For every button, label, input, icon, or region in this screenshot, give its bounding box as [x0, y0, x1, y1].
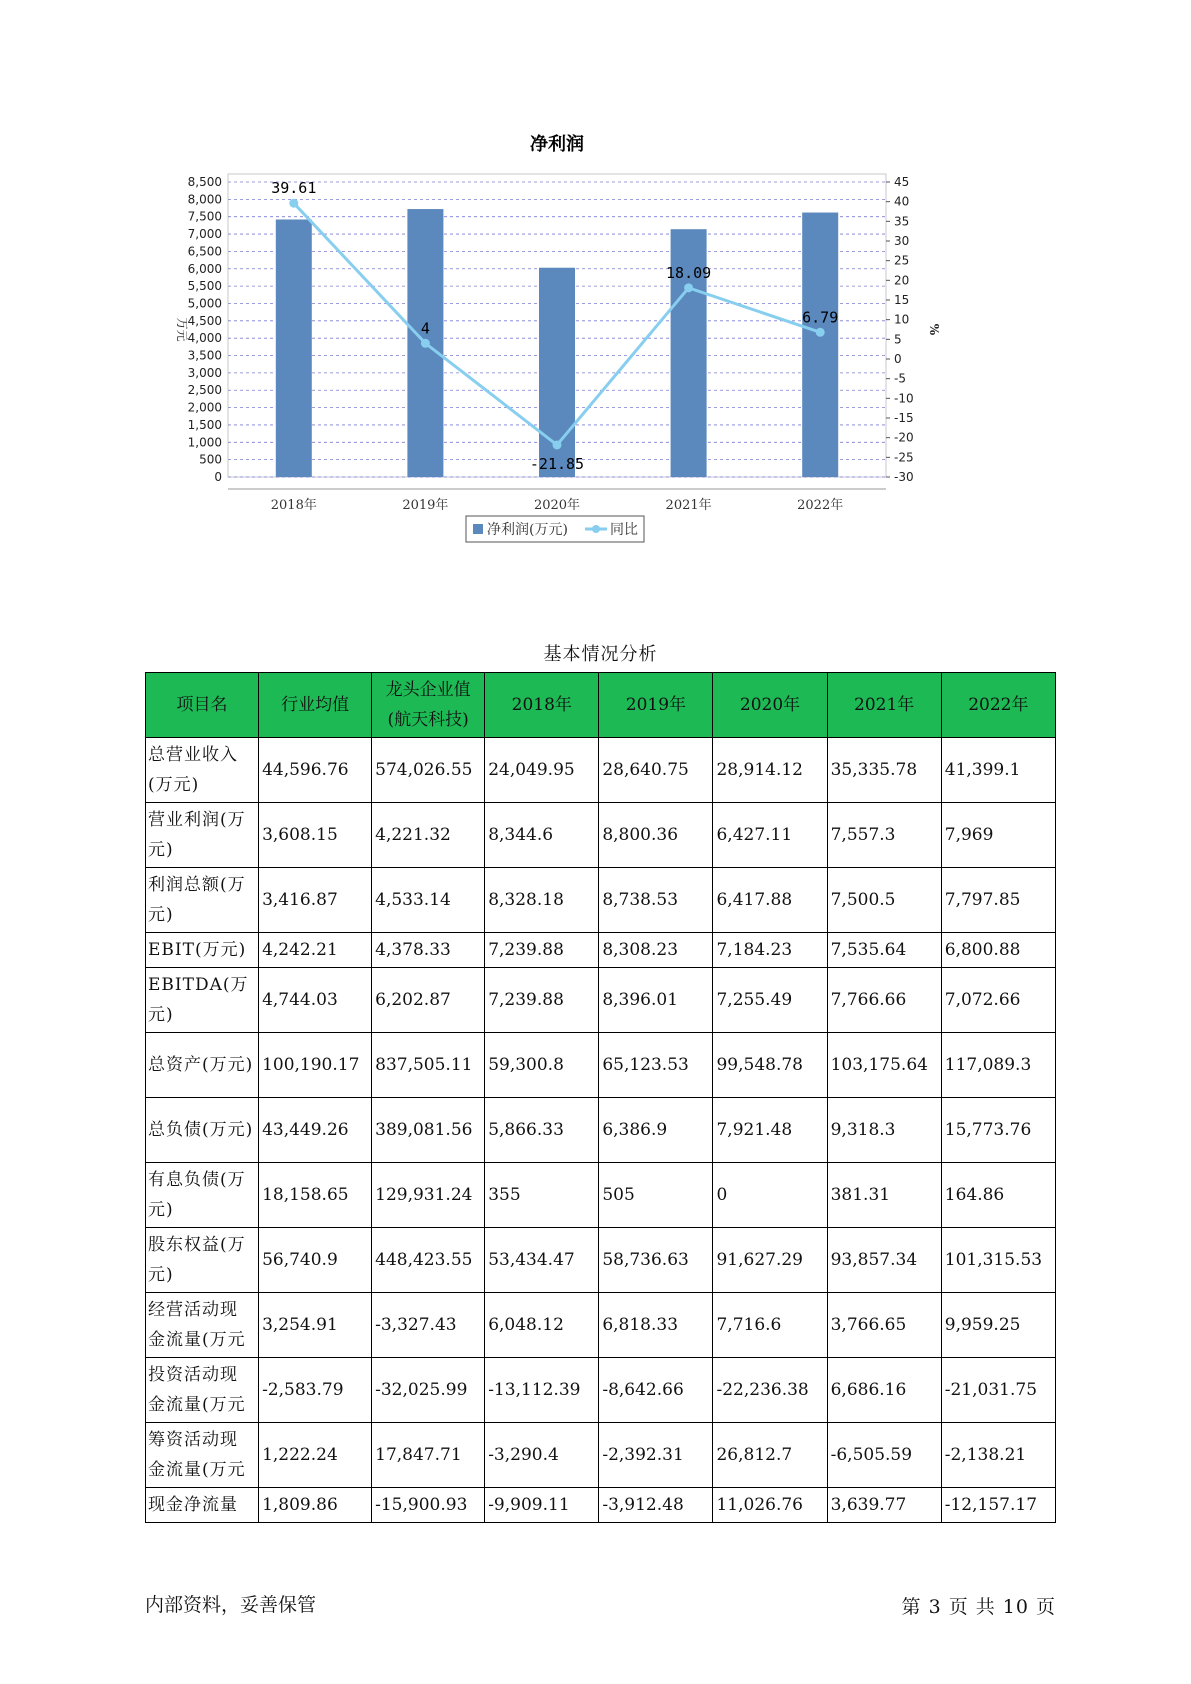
data-label: 6.79 — [802, 308, 839, 327]
yoy-point — [553, 440, 562, 449]
table-row — [146, 1488, 1056, 1523]
y-tick-label: 5,000 — [187, 296, 222, 311]
y2-tick-label: -25 — [894, 450, 914, 465]
value-cell: 28,914.12 — [713, 738, 827, 803]
value-cell: 41,399.1 — [941, 738, 1055, 803]
column-header: 项目名 — [146, 673, 259, 738]
value-cell: 6,048.12 — [485, 1293, 599, 1358]
value-cell: 505 — [599, 1163, 713, 1228]
y-tick-label: 1,500 — [187, 417, 222, 432]
bar — [802, 213, 838, 477]
value-cell: -3,912.48 — [599, 1488, 713, 1523]
value-cell: 28,640.75 — [599, 738, 713, 803]
value-cell: 5,866.33 — [485, 1098, 599, 1163]
value-cell: 355 — [485, 1163, 599, 1228]
y-tick-label: 0 — [214, 470, 222, 484]
value-cell: 6,427.11 — [713, 803, 827, 868]
table-row — [146, 1358, 1056, 1423]
table-body — [146, 738, 1056, 1523]
value-cell: 9,318.3 — [827, 1098, 941, 1163]
value-cell: -12,157.17 — [941, 1488, 1055, 1523]
row-name-cell: 筹资活动现金流量(万元 — [146, 1423, 259, 1488]
y-tick-label: 7,500 — [187, 209, 222, 224]
y-tick-label: 2,500 — [187, 383, 222, 398]
row-name-cell: 总营业收入(万元) — [146, 738, 259, 803]
value-cell: 56,740.9 — [259, 1228, 372, 1293]
value-cell: 103,175.64 — [827, 1033, 941, 1098]
y2-tick-label: 5 — [894, 332, 902, 347]
value-cell: 0 — [713, 1163, 827, 1228]
value-cell: 17,847.71 — [372, 1423, 485, 1488]
value-cell: -21,031.75 — [941, 1358, 1055, 1423]
value-cell: -32,025.99 — [372, 1358, 485, 1423]
row-name-cell: EBITDA(万元) — [146, 968, 259, 1033]
value-cell: 53,434.47 — [485, 1228, 599, 1293]
table-row — [146, 968, 1056, 1033]
value-cell: -22,236.38 — [713, 1358, 827, 1423]
value-cell: 44,596.76 — [259, 738, 372, 803]
value-cell: -2,138.21 — [941, 1423, 1055, 1488]
basic-analysis-table — [145, 672, 1056, 1523]
y2-tick-label: -5 — [894, 371, 906, 386]
value-cell: 7,255.49 — [713, 968, 827, 1033]
y2-tick-label: 30 — [894, 234, 910, 248]
column-header: 2021年 — [827, 673, 941, 738]
y-tick-label: 6,500 — [187, 244, 222, 259]
table-row — [146, 1163, 1056, 1228]
value-cell: -13,112.39 — [485, 1358, 599, 1423]
value-cell: 7,969 — [941, 803, 1055, 868]
row-name-cell: 经营活动现金流量(万元 — [146, 1293, 259, 1358]
basic-analysis-section — [145, 640, 1056, 1523]
value-cell: 837,505.11 — [372, 1033, 485, 1098]
column-header: 2018年 — [485, 673, 599, 738]
value-cell: 381.31 — [827, 1163, 941, 1228]
value-cell: 26,812.7 — [713, 1423, 827, 1488]
y2-tick-label: -20 — [894, 430, 914, 445]
y2-tick-label: -30 — [894, 470, 914, 484]
value-cell: 43,449.26 — [259, 1098, 372, 1163]
value-cell: 3,608.15 — [259, 803, 372, 868]
table-row — [146, 1098, 1056, 1163]
column-header: 2022年 — [941, 673, 1055, 738]
value-cell: 6,202.87 — [372, 968, 485, 1033]
row-name-cell: 总负债(万元) — [146, 1098, 259, 1163]
value-cell: 7,072.66 — [941, 968, 1055, 1033]
data-label: -21.85 — [529, 454, 585, 473]
table-row — [146, 803, 1056, 868]
value-cell: 7,184.23 — [713, 933, 827, 968]
value-cell: 3,639.77 — [827, 1488, 941, 1523]
value-cell: 8,738.53 — [599, 868, 713, 933]
data-label: 39.61 — [271, 179, 317, 198]
chart-svg — [160, 130, 980, 600]
value-cell: -9,909.11 — [485, 1488, 599, 1523]
value-cell: 129,931.24 — [372, 1163, 485, 1228]
table-caption: 基本情况分析 — [543, 644, 658, 665]
y-tick-label: 7,000 — [187, 227, 222, 242]
y-tick-label: 4,500 — [187, 313, 222, 328]
value-cell: 7,535.64 — [827, 933, 941, 968]
value-cell: 8,800.36 — [599, 803, 713, 868]
value-cell: 448,423.55 — [372, 1228, 485, 1293]
x-tick-label: 2019年 — [402, 498, 449, 513]
row-name-cell: 股东权益(万元) — [146, 1228, 259, 1293]
row-name-cell: 总资产(万元) — [146, 1033, 259, 1098]
column-header: 2019年 — [599, 673, 713, 738]
value-cell: -2,583.79 — [259, 1358, 372, 1423]
y-tick-label: 2,000 — [187, 400, 222, 415]
bar — [276, 219, 312, 477]
row-name-cell: 营业利润(万元) — [146, 803, 259, 868]
value-cell: 8,328.18 — [485, 868, 599, 933]
value-cell: 6,417.88 — [713, 868, 827, 933]
y2-tick-label: 40 — [894, 194, 910, 209]
value-cell: 4,221.32 — [372, 803, 485, 868]
y-tick-label: 1,000 — [187, 435, 222, 450]
value-cell: 7,716.6 — [713, 1293, 827, 1358]
chart-title: 净利润 — [530, 134, 584, 155]
table-row — [146, 1228, 1056, 1293]
data-label: 4 — [420, 319, 430, 338]
x-tick-label: 2022年 — [797, 498, 844, 513]
value-cell: 1,222.24 — [259, 1423, 372, 1488]
footer-page-number: 第 3 页 共 10 页 — [901, 1596, 1056, 1618]
value-cell: 7,239.88 — [485, 968, 599, 1033]
row-name-cell: 投资活动现金流量(万元 — [146, 1358, 259, 1423]
yoy-point — [289, 199, 298, 208]
table-header — [146, 673, 1056, 738]
value-cell: 7,766.66 — [827, 968, 941, 1033]
yoy-point — [421, 339, 430, 348]
value-cell: 117,089.3 — [941, 1033, 1055, 1098]
y2-tick-label: -10 — [894, 391, 914, 406]
table-row — [146, 1293, 1056, 1358]
value-cell: 100,190.17 — [259, 1033, 372, 1098]
value-cell: 18,158.65 — [259, 1163, 372, 1228]
value-cell: 7,239.88 — [485, 933, 599, 968]
value-cell: 8,344.6 — [485, 803, 599, 868]
value-cell: 93,857.34 — [827, 1228, 941, 1293]
x-tick-label: 2018年 — [270, 498, 317, 513]
row-name-cell: EBIT(万元) — [146, 933, 259, 968]
y2-tick-label: -15 — [894, 411, 914, 425]
value-cell: 6,818.33 — [599, 1293, 713, 1358]
y-tick-label: 6,000 — [187, 261, 222, 276]
y-tick-label: 8,500 — [187, 175, 222, 189]
x-tick-label: 2021年 — [665, 498, 712, 513]
value-cell: 7,500.5 — [827, 868, 941, 933]
data-label: 18.09 — [666, 263, 712, 282]
y-tick-label: 8,000 — [187, 192, 222, 207]
value-cell: 6,800.88 — [941, 933, 1055, 968]
value-cell: 9,959.25 — [941, 1293, 1055, 1358]
value-cell: 35,335.78 — [827, 738, 941, 803]
y-tick-label: 3,500 — [187, 348, 222, 363]
column-header: 行业均值 — [259, 673, 372, 738]
value-cell: -6,505.59 — [827, 1423, 941, 1488]
value-cell: 1,809.86 — [259, 1488, 372, 1523]
value-cell: 7,921.48 — [713, 1098, 827, 1163]
table-row — [146, 868, 1056, 933]
table-row — [146, 1423, 1056, 1488]
table-row — [146, 1033, 1056, 1098]
header-row — [146, 673, 1056, 738]
yoy-point — [816, 328, 825, 337]
y-tick-label: 3,000 — [187, 365, 222, 380]
y2-tick-label: 10 — [894, 312, 910, 327]
value-cell: 7,797.85 — [941, 868, 1055, 933]
x-tick-label: 2020年 — [533, 498, 581, 513]
value-cell: -3,327.43 — [372, 1293, 485, 1358]
column-header: 2020年 — [713, 673, 827, 738]
value-cell: 3,254.91 — [259, 1293, 372, 1358]
value-cell: 8,308.23 — [599, 933, 713, 968]
y-tick-label: 500 — [199, 452, 222, 467]
value-cell: 4,533.14 — [372, 868, 485, 933]
footer-confidential-note: 内部资料，妥善保管 — [145, 1594, 317, 1616]
legend-label-yoy: 同比 — [610, 522, 638, 538]
y2-tick-label: 0 — [894, 352, 902, 366]
value-cell: 3,416.87 — [259, 868, 372, 933]
column-header: 龙头企业值(航天科技) — [372, 673, 485, 738]
value-cell: 4,744.03 — [259, 968, 372, 1033]
value-cell: 574,026.55 — [372, 738, 485, 803]
row-name-cell: 现金净流量 — [146, 1488, 259, 1523]
y-tick-label: 5,500 — [187, 279, 222, 294]
value-cell: 101,315.53 — [941, 1228, 1055, 1293]
legend-bar-swatch — [473, 524, 483, 534]
y2-tick-label: 35 — [894, 214, 910, 229]
value-cell: 389,081.56 — [372, 1098, 485, 1163]
value-cell: 6,686.16 — [827, 1358, 941, 1423]
y-axis-title: 万元 — [175, 317, 189, 342]
y2-tick-label: 45 — [894, 175, 910, 189]
row-name-cell: 利润总额(万元) — [146, 868, 259, 933]
legend-label-net-profit: 净利润(万元) — [487, 522, 568, 538]
value-cell: 3,766.65 — [827, 1293, 941, 1358]
value-cell: 59,300.8 — [485, 1033, 599, 1098]
value-cell: -15,900.93 — [372, 1488, 485, 1523]
value-cell: 4,378.33 — [372, 933, 485, 968]
y2-axis-title: % — [927, 323, 941, 336]
y-tick-label: 4,000 — [187, 331, 222, 346]
value-cell: 11,026.76 — [713, 1488, 827, 1523]
table-row — [146, 933, 1056, 968]
legend-line-marker — [592, 525, 600, 533]
y2-tick-label: 20 — [894, 273, 910, 288]
table-row — [146, 738, 1056, 803]
value-cell: 7,557.3 — [827, 803, 941, 868]
value-cell: 4,242.21 — [259, 933, 372, 968]
value-cell: -3,290.4 — [485, 1423, 599, 1488]
value-cell: 15,773.76 — [941, 1098, 1055, 1163]
value-cell: 6,386.9 — [599, 1098, 713, 1163]
value-cell: 91,627.29 — [713, 1228, 827, 1293]
net-profit-chart — [160, 130, 980, 600]
y2-tick-label: 25 — [894, 253, 910, 268]
value-cell: -8,642.66 — [599, 1358, 713, 1423]
value-cell: 24,049.95 — [485, 738, 599, 803]
value-cell: 164.86 — [941, 1163, 1055, 1228]
value-cell: 8,396.01 — [599, 968, 713, 1033]
row-name-cell: 有息负债(万元) — [146, 1163, 259, 1228]
y2-tick-label: 15 — [894, 293, 910, 307]
yoy-point — [684, 283, 693, 292]
value-cell: 58,736.63 — [599, 1228, 713, 1293]
value-cell: -2,392.31 — [599, 1423, 713, 1488]
value-cell: 99,548.78 — [713, 1033, 827, 1098]
value-cell: 65,123.53 — [599, 1033, 713, 1098]
